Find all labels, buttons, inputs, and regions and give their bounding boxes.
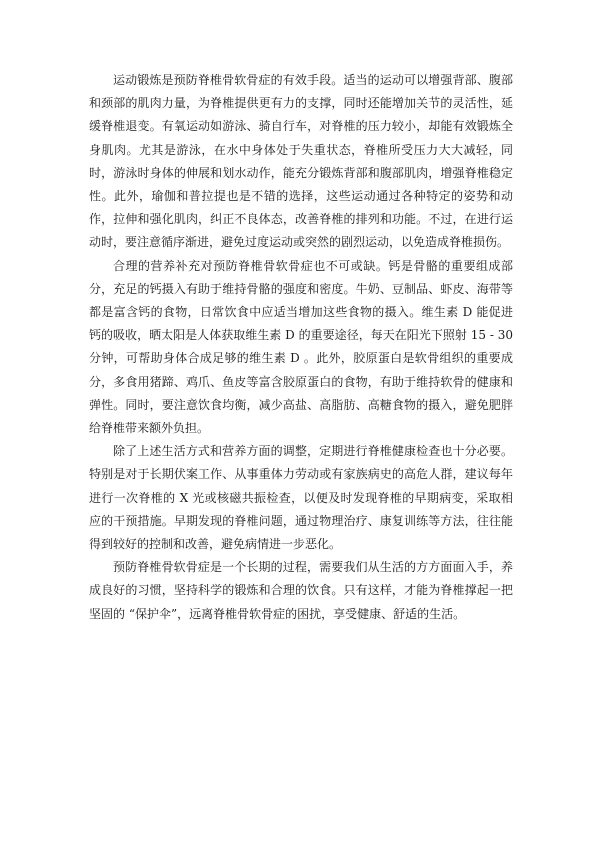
paragraph-exercise: 运动锻炼是预防脊椎骨软骨症的有效手段。适当的运动可以增强背部、腹部和颈部的肌肉力量，为脊椎提供更有力的支撑，同时还能增加关节的灵活性，延缓脊椎退变。有氧运动如游泳、骑自行车，对脊椎的压力较小，却能有效锻炼全身肌肉。尤其是游泳，在水中身体处于失重状态，脊椎所受压力大大减轻，同时，游泳时身体的伸展和划水动作，能充分锻炼背部和腹部肌肉，增强脊椎稳定性。此外，瑜伽和普拉提也是不错的选择，这些运动通过各种特定的姿势和动作，拉伸和强化肌肉，纠正不良体态，改善脊椎的排列和功能。不过，在进行运动时，要注意循序渐进，避免过度运动或突然的剧烈运动，以免造成脊椎损伤。: [89, 73, 513, 250]
document-body: [89, 69, 513, 626]
paragraph-nutrition: 合理的营养补充对预防脊椎骨软骨症也不可或缺。钙是骨骼的重要组成部分，充足的钙摄入有助于维持骨骼的强度和密度。牛奶、豆制品、虾皮、海带等都是富含钙的食物，日常饮食中应适当增加这些食物的摄入。维生素 D 能促进钙的吸收，晒太阳是人体获取维生素 D 的重要途径，每天在阳光下照射 15 - 30 分钟，可帮助身体合成足够的维生素 D 。此外，胶原蛋白是软骨组织的重要成分，多食用猪蹄、鸡爪、鱼皮等富含胶原蛋白的食物，有助于维持软骨的健康和弹性。同时，要注意饮食均衡，减少高盐、高脂肪、高糖食物的摄入，避免肥胖给脊椎带来额外负担。: [89, 258, 513, 436]
paragraph-conclusion: 预防脊椎骨软骨症是一个长期的过程，需要我们从生活的方方面面入手，养成良好的习惯，坚持科学的锻炼和合理的饮食。只有这样，才能为脊椎撑起一把坚固的 “保护伞”，远离脊椎骨软骨症的困扰，享受健康、舒适的生活。: [89, 560, 513, 621]
paragraph-checkup: 除了上述生活方式和营养方面的调整，定期进行脊椎健康检查也十分必要。特别是对于长期伏案工作、从事重体力劳动或有家族病史的高危人群，建议每年进行一次脊椎的 X 光或核磁共振检查，以便及时发现脊椎的早期病变，采取相应的干预措施。早期发现的脊椎问题，通过物理治疗、康复训练等方法，往往能得到较好的控制和改善，避免病情进一步恶化。: [89, 444, 513, 552]
